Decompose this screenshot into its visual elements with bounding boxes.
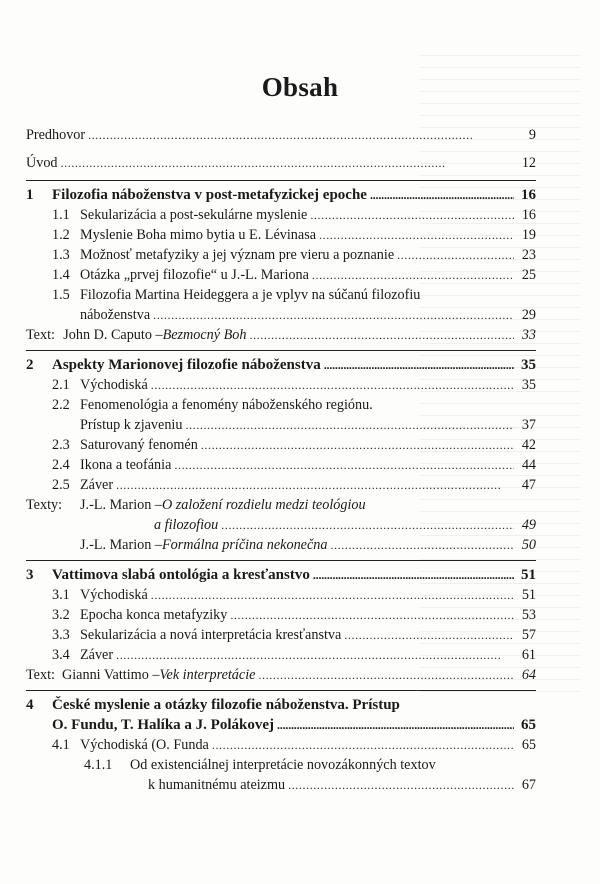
entry-page: 53 [521,607,536,623]
dot-leader [88,125,514,145]
toc-chapter-2[interactable] [26,355,536,375]
toc-section-3-1[interactable] [26,585,536,605]
chapter-title-cont: O. Fundu, T. Halíka a J. Polákovej [52,717,274,733]
entry-page: 61 [521,647,536,663]
section-title: Myslenie Boha mimo bytia u E. Lévinasa [80,227,317,243]
toc-section-1-3[interactable] [26,245,536,265]
toc-section-2-3[interactable] [26,435,536,455]
text-work: O založení rozdielu medzi teológiou [161,497,366,513]
section-title: Filozofia Martina Heideggera a je vplyv na súčanú filozofiu [80,287,421,303]
section-title: Fenomenológia a fenomény náboženského regiónu. [80,397,373,413]
section-number: 3.3 [52,627,70,643]
section-number: 1.5 [52,287,70,303]
entry-page: 50 [521,537,536,553]
toc-section-3-3[interactable] [26,625,536,645]
text-author: J.-L. Marion – [80,497,162,513]
section-number: 2.2 [52,397,70,413]
section-number: 4.1.1 [84,757,113,773]
dot-leader [324,355,514,375]
section-title: Otázka „prvej filozofie“ u J.-L. Mariona [80,267,309,283]
section-number: 2.4 [52,457,70,473]
section-title: Od existenciálnej interpretácie novozákonných textov [130,757,436,773]
dot-leader [151,585,514,605]
entry-page: 44 [521,457,536,473]
entry-page: 65 [521,737,536,753]
toc-chapter-4[interactable] [26,695,536,715]
section-number: 3.4 [52,647,70,663]
section-number: 4.1 [52,737,70,753]
toc-text-3[interactable] [26,665,536,685]
entry-title: Úvod [26,155,58,171]
dot-leader [310,205,514,225]
dot-leader [313,565,514,585]
divider [26,350,536,351]
dot-leader [397,245,514,265]
entry-page: 16 [521,187,536,203]
section-title: Sekularizácia a nová interpretácia kresťanstva [80,627,342,643]
section-title: Saturovaný fenomén [80,437,198,453]
toc-section-1-5[interactable] [26,285,536,305]
chapter-number: 1 [26,187,34,203]
entry-page: 64 [521,667,536,683]
toc-text-2a[interactable] [26,495,536,515]
entry-page: 19 [521,227,536,243]
dot-leader [370,185,514,205]
dot-leader [344,625,514,645]
toc-text-2b[interactable] [26,535,536,555]
text-work: Formálna príčina nekonečna [161,537,328,553]
chapter-title: Filozofia náboženstva v post-metafyzickej epoche [52,187,367,203]
chapter-number: 3 [26,567,34,583]
section-title: Záver [80,647,114,663]
chapter-title: Vattimova slabá ontológia a kresťanstvo [52,567,310,583]
entry-page: 23 [521,247,536,263]
dot-leader [277,715,514,735]
divider [26,690,536,691]
section-number: 2.1 [52,377,70,393]
entry-page: 67 [521,777,536,793]
chapter-number: 4 [26,697,34,713]
dot-leader [249,325,514,345]
entry-page: 37 [521,417,536,433]
toc-chapter-1[interactable] [26,185,536,205]
toc-section-2-5[interactable] [26,475,536,495]
dot-leader [319,225,514,245]
entry-page: 29 [521,307,536,323]
toc-section-4-1[interactable] [26,735,536,755]
page-title: Obsah [261,72,339,102]
entry-page: 35 [521,357,536,373]
section-number: 1.3 [52,247,70,263]
section-title: Sekularizácia a post-sekulárne myslenie [80,207,308,223]
section-title: Východiská (O. Funda [80,737,209,753]
toc-entry-uvod[interactable] [26,153,536,175]
dot-leader [312,265,514,285]
section-title-cont: Prístup k zjaveniu [80,417,183,433]
toc-chapter-4-cont[interactable] [26,715,536,735]
section-number: 2.5 [52,477,70,493]
toc-text-2a-cont[interactable] [26,515,536,535]
section-title: Východiská [80,377,148,393]
text-work: Vek interpretácie [159,667,256,683]
dot-leader [153,305,514,325]
section-title: Záver [80,477,114,493]
dot-leader [185,415,514,435]
section-number: 3.1 [52,587,70,603]
entry-page: 12 [521,155,536,171]
text-work-cont: a filozofiou [154,517,219,533]
divider [26,180,536,181]
toc-entry-predhovor[interactable] [26,125,536,147]
section-title: Ikona a teofánia [80,457,172,473]
toc-section-2-2[interactable] [26,395,536,415]
dot-leader [174,455,514,475]
divider [26,560,536,561]
section-number: 1.4 [52,267,70,283]
chapter-number: 2 [26,357,34,373]
toc-section-4-1-1[interactable] [26,755,536,775]
text-label: Text: [26,667,55,683]
section-number: 1.1 [52,207,70,223]
section-title: Epocha konca metafyziky [80,607,228,623]
entry-page: 51 [521,567,536,583]
entry-page: 51 [521,587,536,603]
dot-leader [201,435,514,455]
dot-leader [288,775,514,795]
toc-section-1-2[interactable] [26,225,536,245]
section-number: 2.3 [52,437,70,453]
dot-leader [230,605,514,625]
entry-page: 57 [521,627,536,643]
dot-leader [151,375,514,395]
entry-page: 25 [521,267,536,283]
toc-section-1-1[interactable] [26,205,536,225]
text-work: Bezmocný Boh [162,327,247,343]
entry-page: 47 [521,477,536,493]
entry-page: 35 [521,377,536,393]
entry-title: Predhovor [26,127,86,143]
section-title-cont: náboženstva [80,307,151,323]
dot-leader [116,475,514,495]
toc-section-2-2-cont[interactable] [26,415,536,435]
entry-page: 9 [528,127,536,143]
entry-page: 65 [521,717,536,733]
text-author: John D. Caputo – [63,327,163,343]
section-number: 3.2 [52,607,70,623]
section-title: Možnosť metafyziky a jej význam pre vieru a poznanie [80,247,395,263]
toc-section-3-2[interactable] [26,605,536,625]
chapter-title: Aspekty Marionovej filozofie náboženstva [52,357,321,373]
section-number: 1.2 [52,227,70,243]
entry-page: 16 [521,207,536,223]
toc-chapter-3[interactable] [26,565,536,585]
toc-section-2-1[interactable] [26,375,536,395]
section-title: Východiská [80,587,148,603]
dot-leader [116,645,514,665]
dot-leader [258,665,514,685]
entry-page: 42 [521,437,536,453]
toc-section-1-5-cont[interactable] [26,305,536,325]
toc-section-2-4[interactable] [26,455,536,475]
text-label: Texty: [26,497,63,513]
toc-section-3-4[interactable] [26,645,536,665]
table-of-contents [26,125,536,795]
entry-page: 33 [521,327,536,343]
dot-leader [61,153,514,173]
text-label: Text: [26,327,55,343]
text-author: Gianni Vattimo – [61,667,160,683]
toc-text-1[interactable] [26,325,536,345]
text-author: J.-L. Marion – [80,537,162,553]
toc-section-4-1-1-cont[interactable] [26,775,536,795]
dot-leader [330,535,514,555]
section-title-cont: k humanitnému ateizmu [148,777,286,793]
dot-leader [212,735,514,755]
toc-section-1-4[interactable] [26,265,536,285]
entry-page: 49 [521,517,536,533]
dot-leader [221,515,514,535]
chapter-title: České myslenie a otázky filozofie náboženstva. Prístup [52,697,400,713]
